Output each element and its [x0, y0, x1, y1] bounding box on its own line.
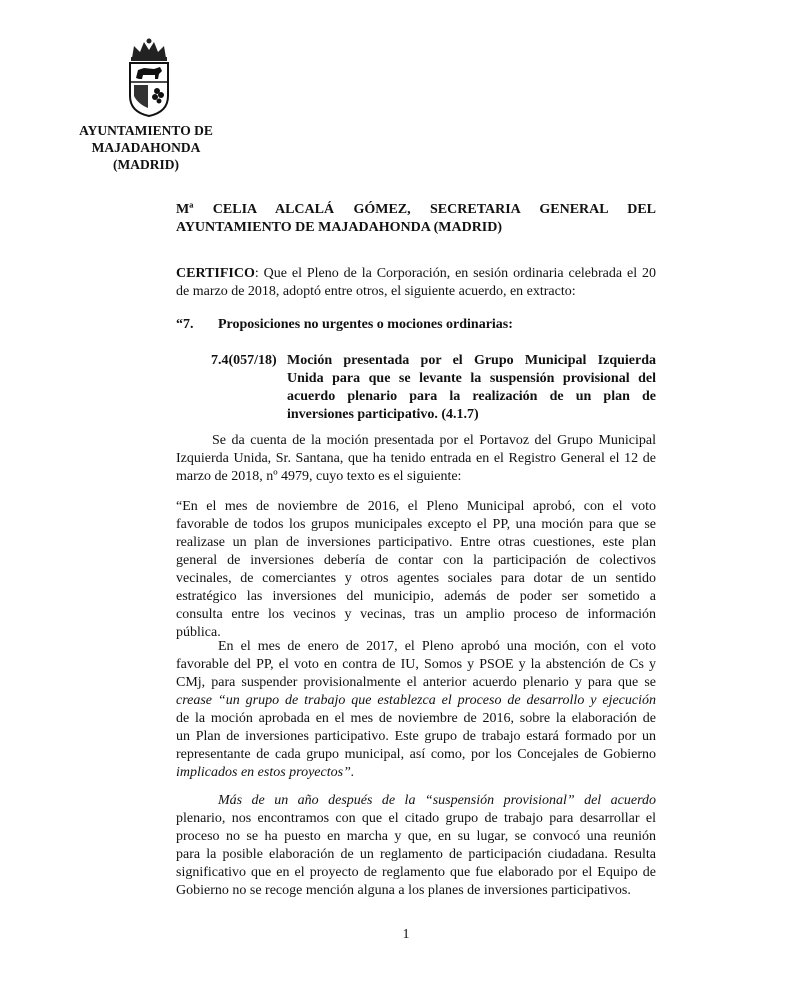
para4-line-4: para la posible elaboración de un reglamento de participación ciudadana. Resulta [176, 847, 656, 862]
item-74-line-1: Moción presentada por el Grupo Municipal Izquierda [287, 353, 656, 368]
para3-line-4: crease “un grupo de trabajo que establezca el proceso de desarrollo y ejecución [176, 693, 656, 708]
para3-line-1: En el mes de enero de 2017, el Pleno aprobó una moción, con el voto [218, 639, 656, 654]
page-number: 1 [402, 927, 410, 942]
org-line-1: AYUNTAMIENTO DE [79, 123, 213, 138]
para4-line-2: plenario, nos encontramos con que el citado grupo de trabajo para desarrollar el [176, 811, 656, 826]
para4-line-3: proceso no se ha puesto en marcha y que, en su lugar, se convocó una reunión [176, 829, 656, 844]
item-74-line-2: Unida para que se levante la suspensión provisional del [287, 371, 656, 386]
title-line-2: AYUNTAMIENTO DE MAJADAHONDA (MADRID) [176, 220, 503, 235]
para2-line-4: general de inversiones debería de contar con la participación de colectivos [176, 553, 656, 568]
para2-line-8: pública. [176, 625, 221, 640]
para1-line-3: marzo de 2018, nº 4979, cuyo texto es el siguiente: [176, 469, 462, 484]
para3-line-6: un Plan de inversiones participativo. Este grupo de trabajo estará formado por un [176, 729, 656, 744]
paragraph-motion-1 [176, 498, 656, 642]
coat-of-arms-icon [124, 38, 174, 118]
paragraph-intro [176, 432, 656, 486]
organization-name [66, 122, 226, 173]
para1-line-2: Izquierda Unida, Sr. Santana, que ha tenido entrada en el Registro General el 12 de [176, 451, 656, 466]
paragraph-motion-3 [176, 792, 656, 900]
document-title [176, 201, 656, 237]
para3-line-5: de la moción aprobada en el mes de noviembre de 2016, sobre la elaboración de [176, 711, 656, 726]
certifico-line-1: : Que el Pleno de la Corporación, en sesión ordinaria celebrada el 20 [254, 266, 656, 281]
certifico-paragraph [176, 265, 656, 301]
item-74-number: 7.4(057/18) [211, 353, 277, 368]
para4-line-1: Más de un año después de la “suspensión provisional” del acuerdo [218, 793, 656, 808]
certifico-label: CERTIFICO [176, 266, 255, 281]
item-7-title: Proposiciones no urgentes o mociones ordinarias: [218, 317, 513, 332]
certifico-line-2: de marzo de 2018, adoptó entre otros, el siguiente acuerdo, en extracto: [176, 284, 576, 299]
item-74-line-4: inversiones participativo. (4.1.7) [287, 407, 479, 422]
title-line-1: Mª CELIA ALCALÁ GÓMEZ, SECRETARIA GENERAL DEL [176, 202, 656, 217]
item-74-title [287, 352, 656, 424]
org-line-2: MAJADAHONDA [91, 140, 201, 155]
para2-line-3: realizase un plan de inversiones participativo. Entre otras cuestiones, este plan [176, 535, 656, 550]
para2-line-2: favorable de todos los grupos municipales excepto el PP, una moción para que se [176, 517, 656, 532]
item-74-line-3: acuerdo plenario para la realización de un plan de [287, 389, 656, 404]
para2-line-6: estratégico las inversiones del municipio, además de poder ser sometido a [176, 589, 656, 604]
org-line-3: (MADRID) [113, 157, 179, 172]
para3-line-3: CMj, para suspender provisionalmente el anterior acuerdo plenario y para que se [176, 675, 656, 690]
para2-line-7: consulta entre los vecinos y vecinas, tras un amplio proceso de información [176, 607, 656, 622]
para1-line-1: Se da cuenta de la moción presentada por el Portavoz del Grupo Municipal [212, 433, 656, 448]
para3-line-8: implicados en estos proyectos”. [176, 765, 355, 780]
item-7-number: “7. [176, 317, 194, 332]
paragraph-motion-2 [176, 638, 656, 782]
para2-line-1: “En el mes de noviembre de 2016, el Pleno Municipal aprobó, con el voto [176, 499, 656, 514]
para3-line-7: representante de cada grupo municipal, así como, por los Concejales de Gobierno [176, 747, 656, 762]
agenda-item-7 [176, 316, 656, 334]
para4-line-6: Gobierno no se recoge mención alguna a los planes de inversiones participativos. [176, 883, 631, 898]
para4-line-5: significativo que en el proyecto de reglamento que fue elaborado por el Equipo de [176, 865, 656, 880]
para2-line-5: vecinales, de comerciantes y otros agentes sociales para dotar de un sentido [176, 571, 656, 586]
para3-line-2: favorable del PP, el voto en contra de IU, Somos y PSOE y la abstención de Cs y [176, 657, 656, 672]
